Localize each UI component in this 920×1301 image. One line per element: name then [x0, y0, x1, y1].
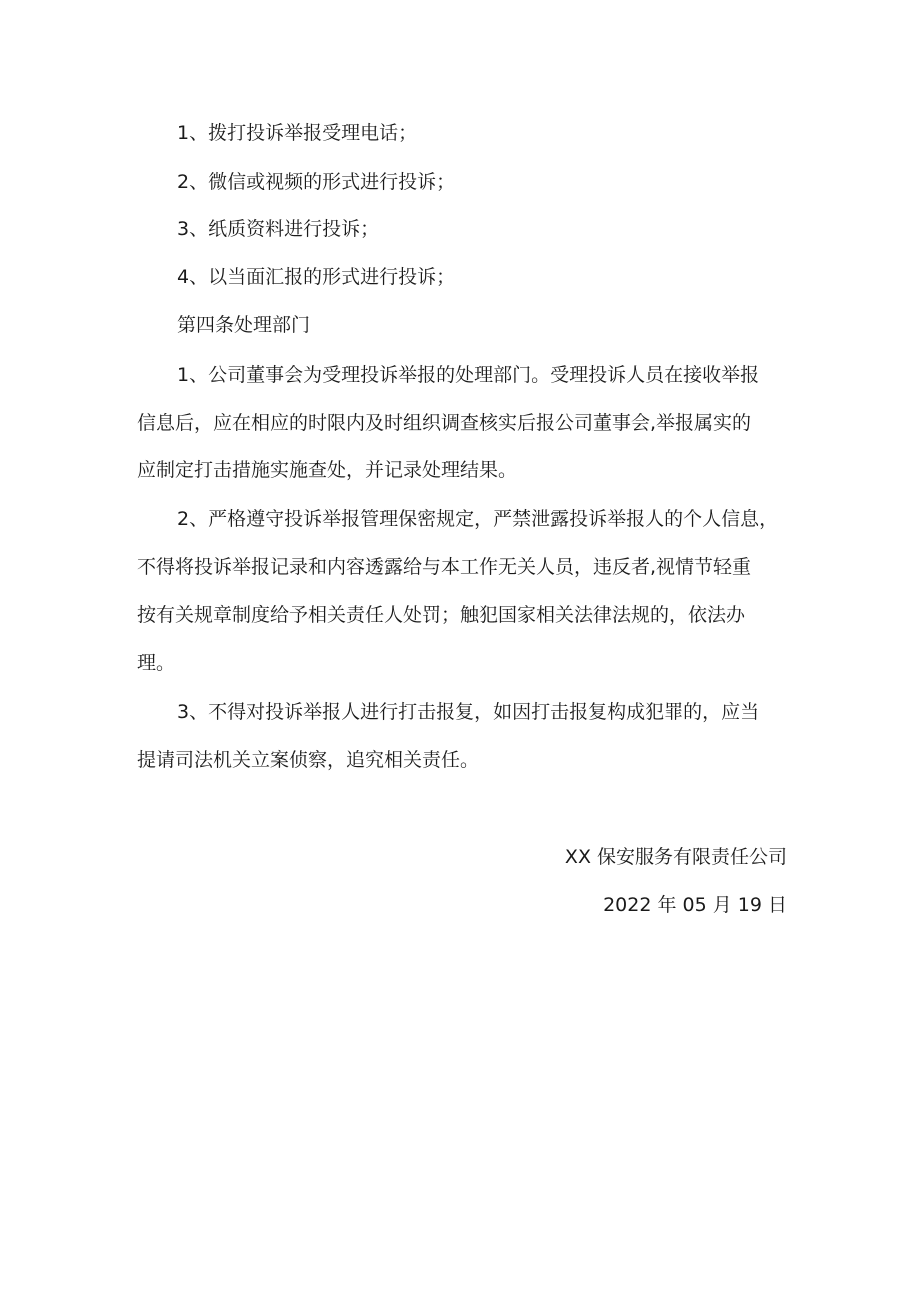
list-item: 1、拨打投诉举报受理电话；	[177, 122, 418, 144]
paragraph-line: 2、严格遵守投诉举报管理保密规定，严禁泄露投诉举报人的个人信息，	[177, 508, 779, 530]
paragraph-line: 应制定打击措施实施查处，并记录处理结果。	[137, 459, 518, 481]
paragraph-line: 不得将投诉举报记录和内容透露给与本工作无关人员，违反者,视情节轻重	[137, 556, 752, 578]
list-item: 3、纸质资料进行投诉；	[177, 218, 380, 240]
list-item: 2、微信或视频的形式进行投诉；	[177, 171, 456, 193]
paragraph-line: 按有关规章制度给予相关责任人处罚；触犯国家相关法律法规的，依法办	[137, 604, 746, 626]
list-item: 4、以当面汇报的形式进行投诉；	[177, 266, 456, 288]
paragraph-line: 3、不得对投诉举报人进行打击报复，如因打击报复构成犯罪的，应当	[177, 701, 760, 723]
signature-company: XX 保安服务有限责任公司	[564, 846, 787, 868]
paragraph-line: 理。	[137, 652, 176, 674]
paragraph-line: 提请司法机关立案侦察，追究相关责任。	[137, 749, 480, 771]
article-heading: 第四条处理部门	[177, 314, 311, 336]
signature-date: 2022 年 05 月 19 日	[603, 894, 787, 916]
paragraph-line: 信息后，应在相应的时限内及时组织调查核实后报公司董事会,举报属实的	[137, 412, 752, 434]
paragraph-line: 1、公司董事会为受理投诉举报的处理部门。受理投诉人员在接收举报	[177, 364, 760, 386]
